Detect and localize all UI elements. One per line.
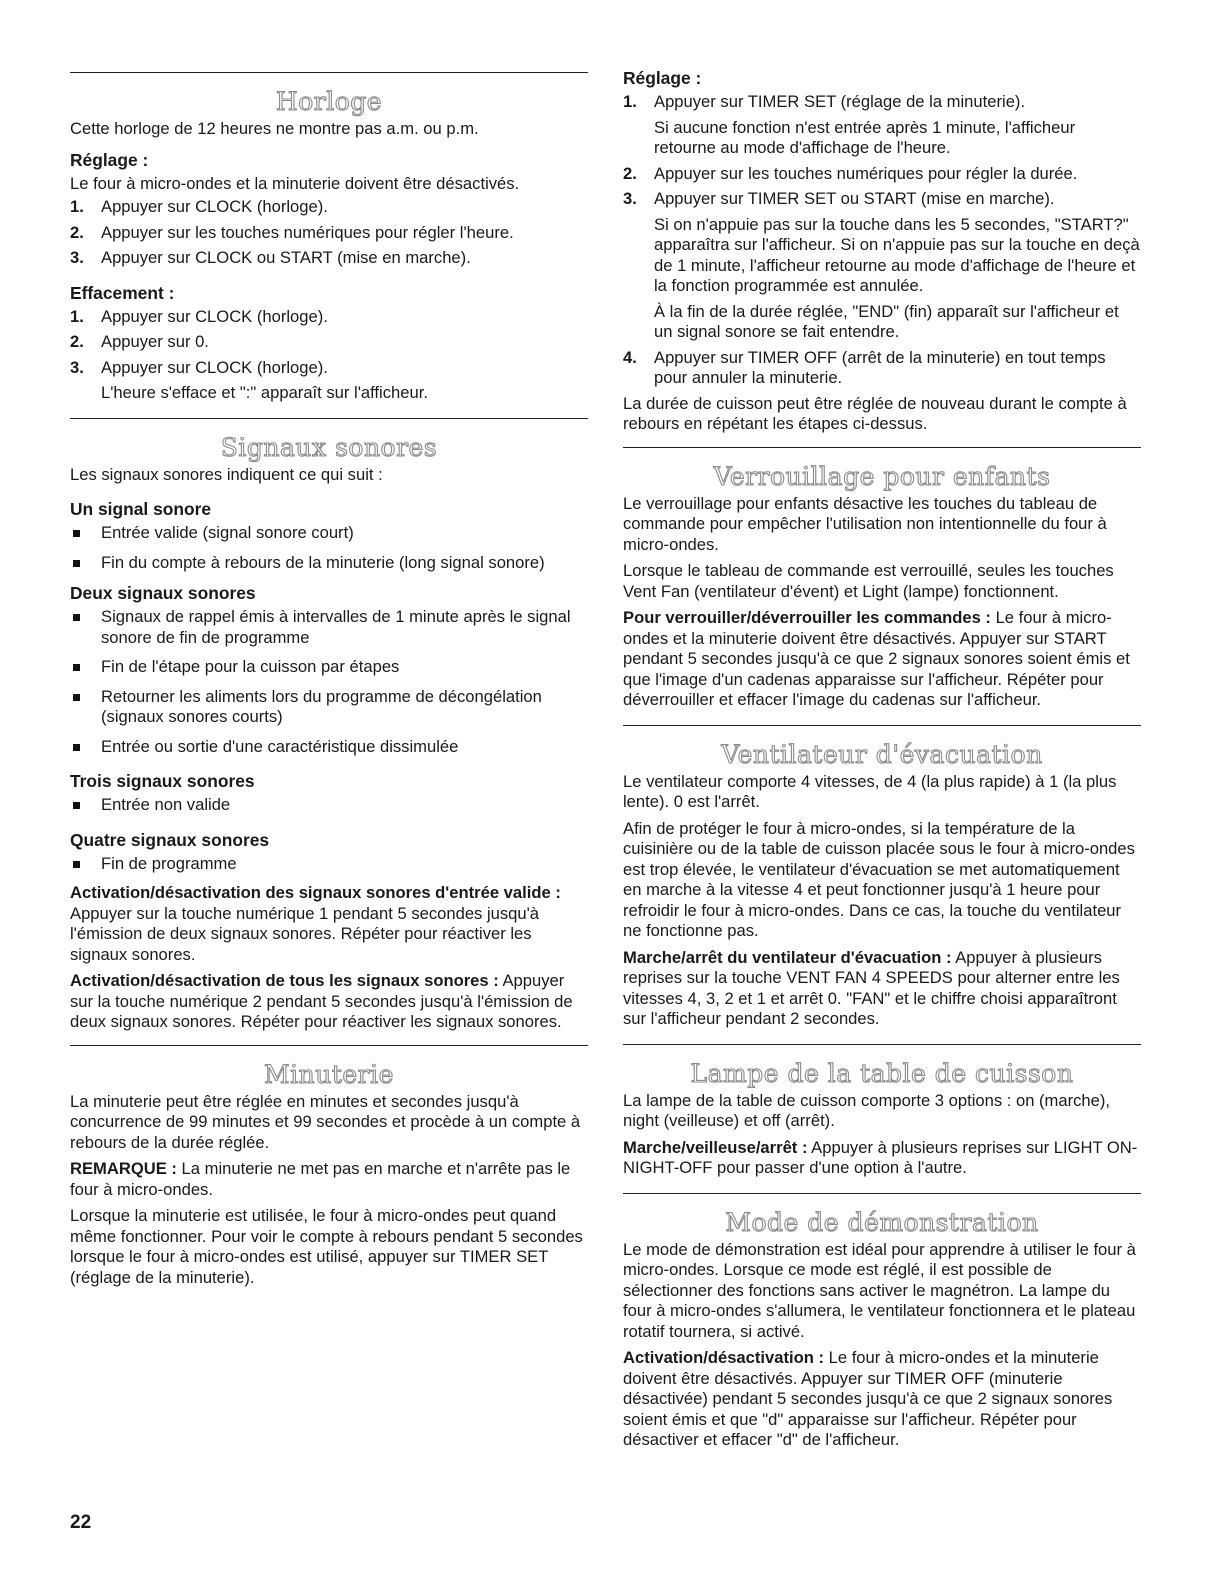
- list-item: [623, 348, 1141, 389]
- step-text: Appuyer sur CLOCK (horloge).: [101, 357, 328, 377]
- minuterie-reglage-after: La durée de cuisson peut être réglée de nouveau durant le compte à rebours en répétant les étapes ci-dessus.: [623, 393, 1127, 433]
- step-number: 2.: [70, 332, 84, 351]
- step-text: Appuyer sur CLOCK ou START (mise en marche).: [101, 248, 471, 267]
- list-item: [70, 553, 588, 574]
- step-text: Appuyer sur les touches numériques pour régler la durée.: [654, 163, 1078, 183]
- horloge-reglage-text: Le four à micro-ondes et la minuterie doivent être désactivés.: [70, 173, 520, 193]
- minuterie-p1: La minuterie peut être réglée en minutes et secondes jusqu'à concurrence de 99 minutes et 99 secondes et procède à un compte à rebours de la durée réglée.: [70, 1091, 581, 1152]
- horloge-effacement-heading: Effacement :: [70, 282, 175, 303]
- demonstration-instructions: [623, 1348, 1141, 1451]
- step-number: 3.: [70, 357, 84, 377]
- step-text: Appuyer sur CLOCK (horloge).: [101, 306, 328, 326]
- step-note: À la fin de la durée réglée, "END" (fin) apparaît sur l'afficheur et un signal sonore se fait entendre.: [654, 301, 1119, 341]
- list-item: [70, 657, 588, 678]
- section-minuterie-reglage: [623, 68, 1141, 435]
- signaux-un-list: [70, 523, 588, 573]
- bullet-text: Entrée ou sortie d'une caractéristique dissimulée: [101, 736, 459, 756]
- verrouillage-instructions: [623, 608, 1141, 711]
- step-text: Appuyer sur CLOCK (horloge).: [101, 197, 328, 216]
- inline-text: Appuyer sur la touche numérique 2 pendant 5 secondes jusqu'à l'émission de deux signaux sonores. Répéter pour réactiver les signaux sonores.: [70, 971, 573, 1031]
- inline-text: Appuyer sur la touche numérique 1 pendant 5 secondes jusqu'à l'émission de deux signaux sonores. Répéter pour réactiver les signaux sonores.: [70, 903, 540, 964]
- signaux-deux-list: [70, 607, 588, 757]
- section-title-verrouillage: Verrouillage pour enfants: [713, 461, 1051, 491]
- step-number: 1.: [70, 306, 84, 326]
- step-text: Appuyer sur TIMER SET (réglage de la minuterie).: [654, 92, 1026, 111]
- section-divider: [70, 72, 588, 73]
- bullet-text: Entrée valide (signal sonore court): [101, 523, 354, 542]
- section-demonstration: [623, 1208, 1141, 1451]
- signaux-activation-tous: [70, 971, 588, 1033]
- section-title-ventilateur: Ventilateur d'évacuation: [721, 739, 1043, 769]
- step-number: 3.: [70, 248, 84, 267]
- list-item: [70, 332, 588, 353]
- section-verrouillage: [623, 462, 1141, 711]
- list-item: [70, 248, 588, 269]
- horloge-reglage-steps: [70, 197, 588, 269]
- step-note: Si aucune fonction n'est entrée après 1 minute, l'afficheur retourne au mode d'affichage de l'heure.: [654, 117, 1076, 157]
- inline-label: REMARQUE :: [70, 1159, 177, 1178]
- step-note: L'heure s'efface et ":" apparaît sur l'afficheur.: [101, 383, 428, 402]
- verrouillage-p2: Lorsque le tableau de commande est verrouillé, seules les touches Vent Fan (ventilateur d'évent) et Light (lampe) fonctionnent.: [623, 561, 1114, 601]
- minuterie-p3: Lorsque la minuterie est utilisée, le four à micro-ondes peut quand même fonctionner. Pour voir le compte à rebours pendant 5 secondes lorsque le four à micro-ondes est utilisé, appuyer sur TIMER SET (réglage de la minuterie).: [70, 1206, 583, 1287]
- ventilateur-instructions: [623, 948, 1141, 1030]
- section-title-lampe: Lampe de la table de cuisson: [690, 1058, 1074, 1088]
- ventilateur-p2: Afin de protéger le four à micro-ondes, si la température de la cuisinière ou de la table de cuisson placée sous le four à micro-ondes est trop élevée, le ventilateur d'évacuation se met automatiquement en marche à la vitesse 4 et peut fonctionner jusqu'à 1 heure pour refroidir le four à micro-ondes. Dans ce cas, la touche du ventilateur ne fonctionne pas.: [623, 818, 1135, 940]
- inline-label: Pour verrouiller/déverrouiller les commandes :: [623, 608, 991, 627]
- signaux-trois-heading: Trois signaux sonores: [70, 771, 255, 791]
- inline-label: Activation/désactivation des signaux sonores d'entrée valide :: [70, 883, 561, 902]
- step-text: Appuyer sur TIMER SET ou START (mise en marche).: [654, 189, 1055, 208]
- minuterie-reglage-steps: [623, 92, 1141, 389]
- signaux-activation-valide: [70, 883, 588, 965]
- list-item: [70, 197, 588, 218]
- section-divider: [70, 1045, 588, 1046]
- lampe-instructions: [623, 1138, 1141, 1179]
- signaux-un-heading: Un signal sonore: [70, 499, 212, 519]
- section-divider: [623, 447, 1141, 448]
- section-ventilateur: [623, 740, 1141, 1030]
- section-divider: [623, 1044, 1141, 1045]
- step-text: Appuyer sur TIMER OFF (arrêt de la minuterie) en tout temps pour annuler la minuterie.: [654, 347, 1106, 387]
- signaux-intro: Les signaux sonores indiquent ce qui suit :: [70, 464, 383, 484]
- bullet-text: Fin du compte à rebours de la minuterie (long signal sonore): [101, 552, 545, 572]
- bullet-icon: [73, 802, 80, 809]
- bullet-text: Retourner les aliments lors du programme de décongélation (signaux sonores courts): [101, 686, 542, 726]
- inline-text: Le four à micro-ondes et la minuterie doivent être désactivés. Appuyer sur TIMER OFF (minuterie désactivée) pendant 5 secondes jusqu'à ce que 2 signaux sonores soient émis et que "d" apparaisse sur l'afficheur. Répéter pour désactiver et effacer "d" de l'afficheur.: [623, 1348, 1113, 1449]
- list-item: [70, 854, 588, 875]
- minuterie-reglage-heading: Réglage :: [623, 68, 702, 88]
- list-item: [70, 523, 588, 544]
- list-item: [623, 92, 1141, 159]
- step-number: 4.: [623, 347, 637, 367]
- bullet-text: Entrée non valide: [101, 795, 231, 814]
- list-item: [70, 223, 588, 244]
- ventilateur-p1: Le ventilateur comporte 4 vitesses, de 4 (la plus rapide) à 1 (la plus lente). 0 est l'arrêt.: [623, 771, 1117, 811]
- list-item: [70, 307, 588, 328]
- demonstration-p1: Le mode de démonstration est idéal pour apprendre à utiliser le four à micro-ondes. Lorsque ce mode est réglé, il est possible de sélectionner des fonctions sans activer le magnétron. La lampe du four à micro-ondes s'allumera, le ventilateur fonctionnera et le plateau rotatif tournera, si activé.: [623, 1239, 1136, 1341]
- list-item: [70, 607, 588, 648]
- step-text: Appuyer sur les touches numériques pour régler l'heure.: [101, 222, 514, 242]
- bullet-icon: [73, 744, 80, 751]
- inline-label: Activation/désactivation de tous les signaux sonores :: [70, 971, 499, 990]
- bullet-icon: [73, 614, 80, 621]
- step-text: Appuyer sur 0.: [101, 332, 209, 351]
- horloge-intro: Cette horloge de 12 heures ne montre pas a.m. ou p.m.: [70, 119, 479, 138]
- inline-label: Activation/désactivation :: [623, 1348, 825, 1367]
- section-title-horloge: Horloge: [275, 87, 383, 116]
- bullet-icon: [73, 861, 80, 868]
- step-note: Si on n'appuie pas sur la touche dans les 5 secondes, "START?" apparaîtra sur l'afficheur. Si on n'appuie pas sur la touche en deçà de 1 minute, l'afficheur retourne au mode d'affichage de l'heure et la fonction programmée est annulée.: [654, 214, 1140, 295]
- bullet-icon: [73, 664, 80, 671]
- bullet-text: Fin de l'étape pour la cuisson par étapes: [101, 657, 400, 676]
- bullet-icon: [73, 694, 80, 701]
- section-divider: [623, 1193, 1141, 1194]
- section-title-minuterie: Minuterie: [264, 1059, 394, 1089]
- list-item: [70, 358, 588, 404]
- section-title-signaux: Signaux sonores: [220, 432, 438, 462]
- list-item: [623, 164, 1141, 185]
- step-number: 2.: [623, 163, 637, 183]
- signaux-quatre-heading: Quatre signaux sonores: [70, 829, 270, 850]
- section-horloge: [70, 87, 588, 404]
- step-number: 2.: [70, 222, 84, 242]
- verrouillage-p1: Le verrouillage pour enfants désactive les touches du tableau de commande pour empêcher l'utilisation non intentionnelle du four à micro-ondes.: [623, 493, 1107, 554]
- inline-text: Le four à micro-ondes et la minuterie doivent être désactivés. Appuyer sur START pendant 5 secondes jusqu'à ce que 2 signaux sonores soient émis et que l'image d'un cadenas apparaisse sur l'afficheur. Répéter pour déverrouiller et effacer l'image du cadenas sur l'afficheur.: [623, 608, 1130, 709]
- section-title-demonstration: Mode de démonstration: [725, 1207, 1039, 1237]
- inline-text: La minuterie ne met pas en marche et n'arrête pas le four à micro-ondes.: [70, 1159, 571, 1199]
- lampe-p1: La lampe de la table de cuisson comporte 3 options : on (marche), night (veilleuse) et off (arrêt).: [623, 1090, 1111, 1130]
- bullet-icon: [73, 530, 80, 537]
- horloge-effacement-steps: [70, 307, 588, 404]
- section-lampe: [623, 1059, 1141, 1179]
- signaux-trois-list: [70, 795, 588, 816]
- section-minuterie: [70, 1060, 588, 1289]
- horloge-reglage-heading: Réglage :: [70, 149, 149, 170]
- left-column: [70, 72, 588, 1294]
- bullet-text: Fin de programme: [101, 853, 237, 873]
- step-number: 1.: [70, 197, 84, 216]
- bullet-text: Signaux de rappel émis à intervalles de 1 minute après le signal sonore de fin de programme: [101, 607, 571, 647]
- minuterie-remarque: [70, 1159, 588, 1200]
- inline-label: Marche/arrêt du ventilateur d'évacuation :: [623, 947, 952, 967]
- bullet-icon: [73, 560, 80, 567]
- inline-text: Appuyer à plusieurs reprises sur LIGHT ON-NIGHT-OFF pour passer d'une option à l'autre.: [623, 1137, 1138, 1177]
- signaux-deux-heading: Deux signaux sonores: [70, 583, 256, 603]
- list-item: [70, 737, 588, 758]
- page-number: 22: [70, 1512, 92, 1533]
- section-signaux: [70, 433, 588, 1033]
- list-item: [623, 189, 1141, 343]
- list-item: [70, 795, 588, 816]
- step-number: 1.: [623, 92, 637, 111]
- section-divider: [70, 418, 588, 419]
- section-divider: [623, 725, 1141, 726]
- signaux-quatre-list: [70, 854, 588, 875]
- inline-text: Appuyer à plusieurs reprises sur la touche VENT FAN 4 SPEEDS pour alterner entre les vitesses 4, 3, 2 et 1 et arrêt 0. "FAN" et le chiffre choisi apparaîtront sur l'afficheur pendant 2 secondes.: [623, 947, 1120, 1028]
- step-number: 3.: [623, 189, 637, 208]
- inline-label: Marche/veilleuse/arrêt :: [623, 1137, 808, 1157]
- list-item: [70, 687, 588, 728]
- right-column: [623, 68, 1141, 1457]
